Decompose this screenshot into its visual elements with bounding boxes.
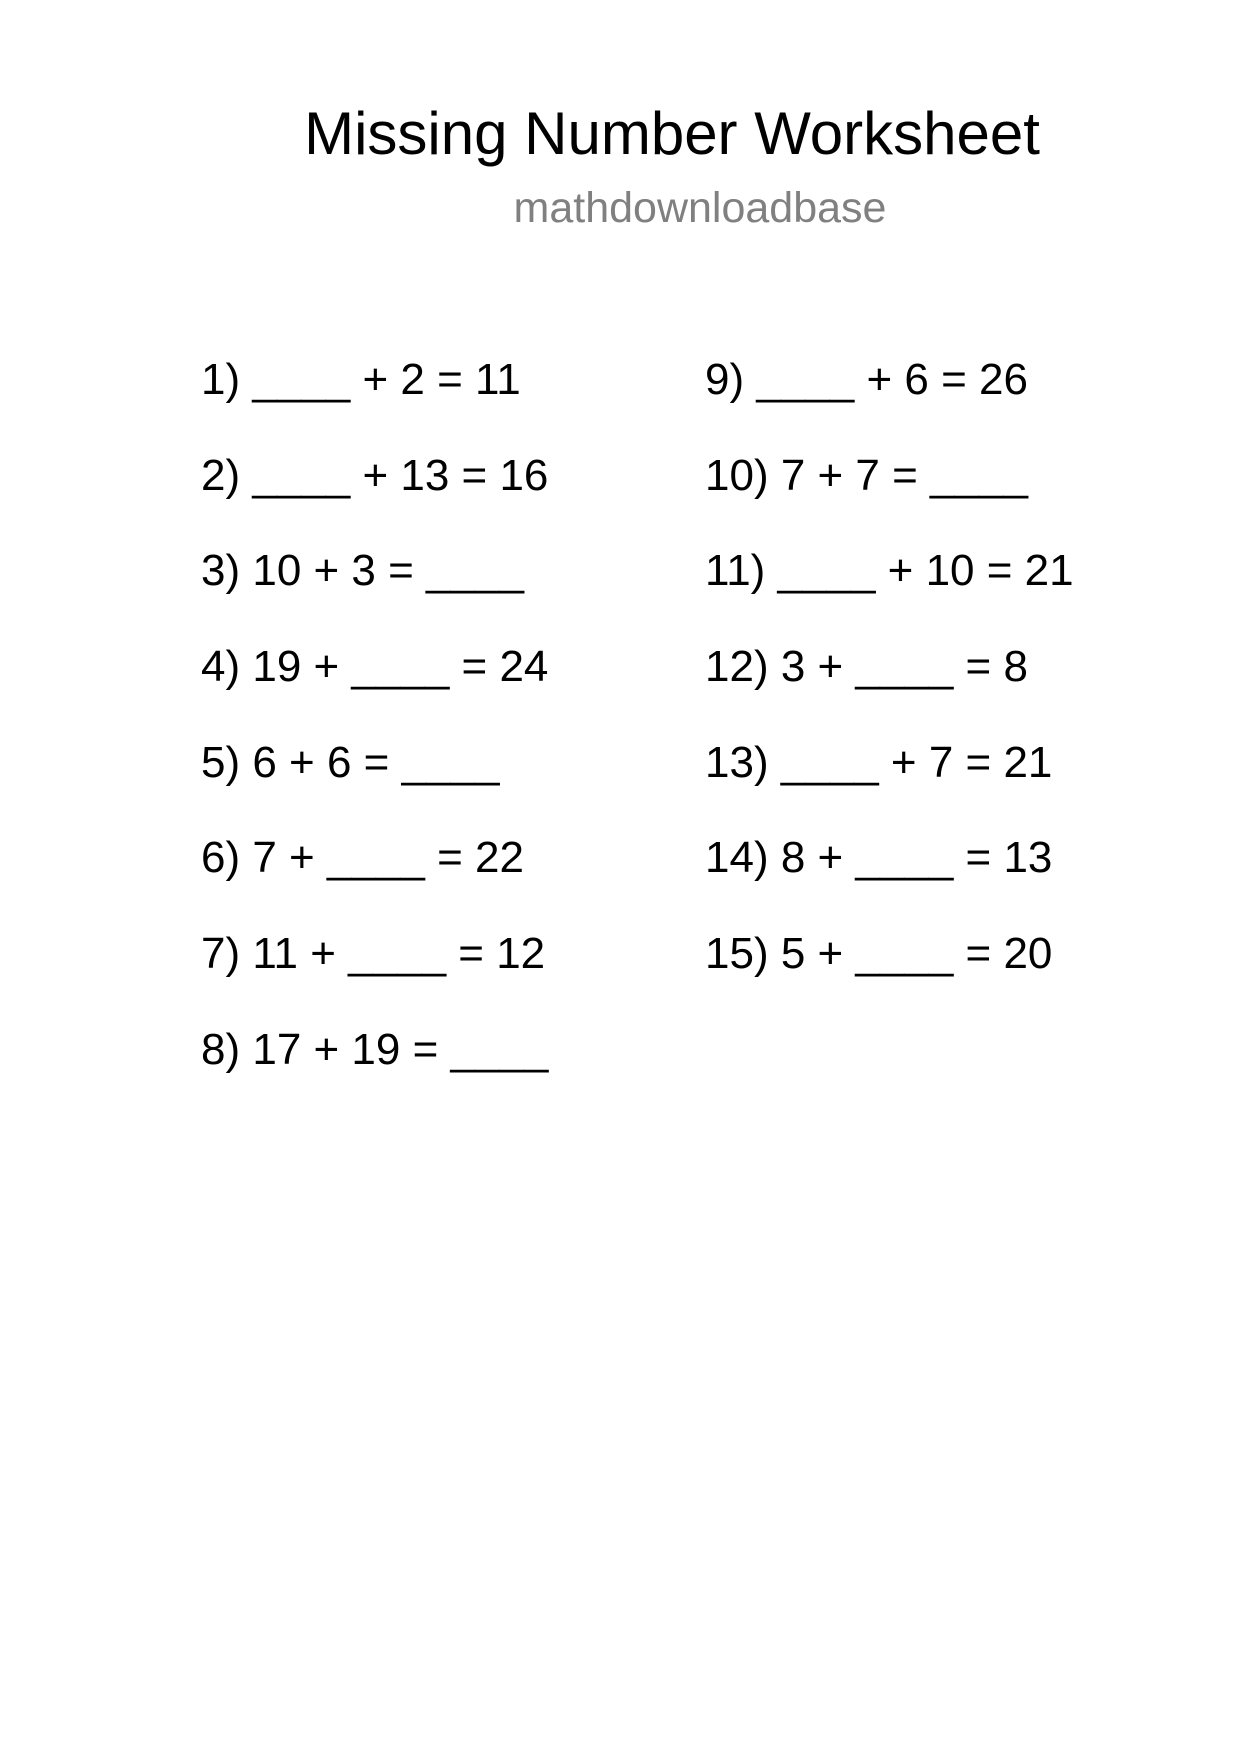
problem-11: 11) ____ + 10 = 21 [705, 546, 1074, 596]
problem-9: 9) ____ + 6 = 26 [705, 355, 1028, 404]
problem-5: 5) 6 + 6 = ____ [201, 737, 500, 787]
problem-2: 2) ____ + 13 = 16 [201, 450, 549, 500]
problem-14: 14) 8 + ____ = 13 [705, 833, 1053, 883]
problem-4: 4) 19 + ____ = 24 [201, 642, 549, 692]
problems-right-column [705, 350, 1074, 1020]
problem-8: 8) 17 + 19 = ____ [201, 1024, 549, 1074]
problem-1: 1) ____ + 2 = 11 [201, 355, 521, 404]
problem-6: 6) 7 + ____ = 22 [201, 833, 524, 883]
problem-15: 15) 5 + ____ = 20 [705, 929, 1053, 979]
problem-13: 13) ____ + 7 = 21 [705, 737, 1053, 787]
problem-10: 10) 7 + 7 = ____ [705, 450, 1028, 500]
problems-left-column [201, 350, 548, 1116]
problem-3: 3) 10 + 3 = ____ [201, 546, 524, 596]
problem-7: 7) 11 + ____ = 12 [201, 929, 546, 979]
problem-12: 12) 3 + ____ = 8 [705, 642, 1028, 692]
worksheet-title: Missing Number Worksheet [304, 100, 1040, 167]
worksheet-subtitle: mathdownloadbase [513, 184, 887, 232]
